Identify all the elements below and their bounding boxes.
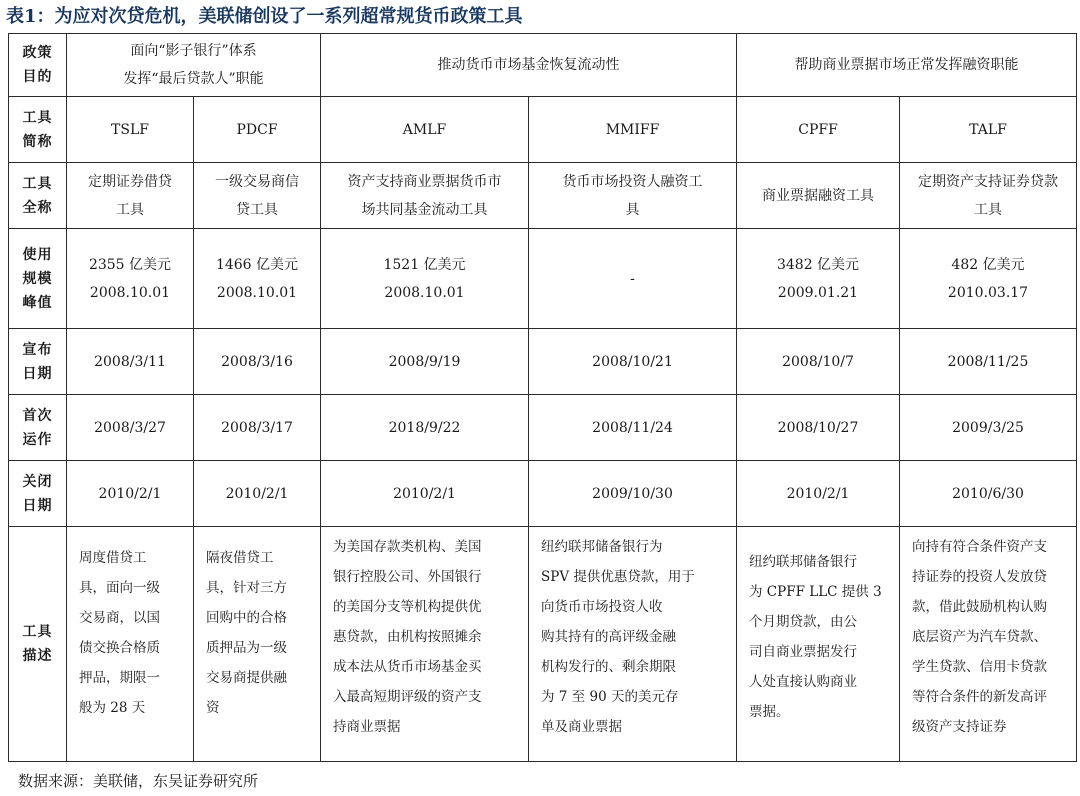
close-date-cell: 2010/2/1 — [737, 461, 900, 527]
purpose-cell-commercial-paper: 帮助商业票据市场正常发挥融资职能 — [737, 34, 1077, 97]
announce-date-cell: 2008/3/11 — [67, 329, 194, 395]
announce-row — [9, 329, 1077, 395]
row-label-first-op: 首次 运作 — [9, 395, 67, 461]
row-label-close: 关闭 日期 — [9, 461, 67, 527]
peak-cell: 3482 亿美元 2009.01.21 — [737, 229, 900, 329]
announce-date-cell: 2008/11/25 — [900, 329, 1077, 395]
row-label-fullname: 工具 全称 — [9, 163, 67, 229]
purpose-row — [9, 34, 1077, 97]
fullname-cell: 定期资产支持证券贷款 工具 — [900, 163, 1077, 229]
announce-date-cell: 2008/10/21 — [529, 329, 737, 395]
description-cell: 周度借贷工 具，面向一级 交易商，以国 债交换合格质 押品，期限一 般为 28 天 — [67, 527, 194, 762]
fullname-cell: 资产支持商业票据货币市 场共同基金流动工具 — [321, 163, 529, 229]
row-label-peak: 使用 规模 峰值 — [9, 229, 67, 329]
row-label-purpose: 政策 目的 — [9, 34, 67, 97]
purpose-cell-money-market: 推动货币市场基金恢复流动性 — [321, 34, 737, 97]
abbr-cell: AMLF — [321, 97, 529, 163]
abbr-cell: PDCF — [194, 97, 321, 163]
peak-cell: 482 亿美元 2010.03.17 — [900, 229, 1077, 329]
row-label-announce: 宣布 日期 — [9, 329, 67, 395]
row-label-abbr: 工具 简称 — [9, 97, 67, 163]
announce-date-cell: 2008/10/7 — [737, 329, 900, 395]
abbr-cell: TALF — [900, 97, 1077, 163]
description-cell: 纽约联邦储备银行 为 CPFF LLC 提供 3 个月期贷款，由公 司自商业票据发行 人处直接认购商业 票据。 — [737, 527, 900, 762]
first-op-date-cell: 2018/9/22 — [321, 395, 529, 461]
first-op-date-cell: 2008/10/27 — [737, 395, 900, 461]
first-op-date-cell: 2008/3/17 — [194, 395, 321, 461]
close-date-cell: 2010/2/1 — [194, 461, 321, 527]
first-op-date-cell: 2008/3/27 — [67, 395, 194, 461]
description-cell: 向持有符合条件资产支 持证券的投资人发放贷 款，借此鼓励机构认购 底层资产为汽车贷款、 学生贷款、信用卡贷款 等符合条件的新发高评 级资产支持证券 — [900, 527, 1077, 762]
first-op-date-cell: 2008/11/24 — [529, 395, 737, 461]
close-date-cell: 2010/2/1 — [321, 461, 529, 527]
description-cell: 隔夜借贷工 具，针对三方 回购中的合格 质押品为一级 交易商提供融 资 — [194, 527, 321, 762]
peak-cell: 1521 亿美元 2008.10.01 — [321, 229, 529, 329]
abbr-cell: MMIFF — [529, 97, 737, 163]
close-date-cell: 2010/6/30 — [900, 461, 1077, 527]
source-note: 数据来源：美联储，东吴证券研究所 — [18, 772, 259, 790]
first-op-date-cell: 2009/3/25 — [900, 395, 1077, 461]
abbr-row — [9, 97, 1077, 163]
description-cell: 为美国存款类机构、美国 银行控股公司、外国银行 的美国分支等机构提供优 惠贷款，由机构按照摊余 成本法从货币市场基金买 入最高短期评级的资产支 持商业票据 — [321, 527, 529, 762]
purpose-cell-shadow-banking: 面向“影子银行”体系 发挥“最后贷款人”职能 — [67, 34, 321, 97]
peak-cell: 2355 亿美元 2008.10.01 — [67, 229, 194, 329]
fullname-cell: 货币市场投资人融资工 具 — [529, 163, 737, 229]
peak-cell: 1466 亿美元 2008.10.01 — [194, 229, 321, 329]
first-op-row — [9, 395, 1077, 461]
abbr-cell: TSLF — [67, 97, 194, 163]
fullname-cell: 商业票据融资工具 — [737, 163, 900, 229]
policy-tools-table — [8, 33, 1077, 762]
close-row — [9, 461, 1077, 527]
table-title: 表1：为应对次贷危机，美联储创设了一系列超常规货币政策工具 — [6, 6, 523, 27]
peak-row — [9, 229, 1077, 329]
description-row — [9, 527, 1077, 762]
fullname-cell: 一级交易商信 贷工具 — [194, 163, 321, 229]
row-label-description: 工具 描述 — [9, 527, 67, 762]
announce-date-cell: 2008/9/19 — [321, 329, 529, 395]
announce-date-cell: 2008/3/16 — [194, 329, 321, 395]
fullname-row — [9, 163, 1077, 229]
description-cell: 纽约联邦储备银行为 SPV 提供优惠贷款，用于 向货币市场投资人收 购其持有的高评级金融 机构发行的、剩余期限 为 7 至 90 天的美元存 单及商业票据 — [529, 527, 737, 762]
abbr-cell: CPFF — [737, 97, 900, 163]
fullname-cell: 定期证券借贷 工具 — [67, 163, 194, 229]
close-date-cell: 2010/2/1 — [67, 461, 194, 527]
peak-cell: - — [529, 229, 737, 329]
close-date-cell: 2009/10/30 — [529, 461, 737, 527]
